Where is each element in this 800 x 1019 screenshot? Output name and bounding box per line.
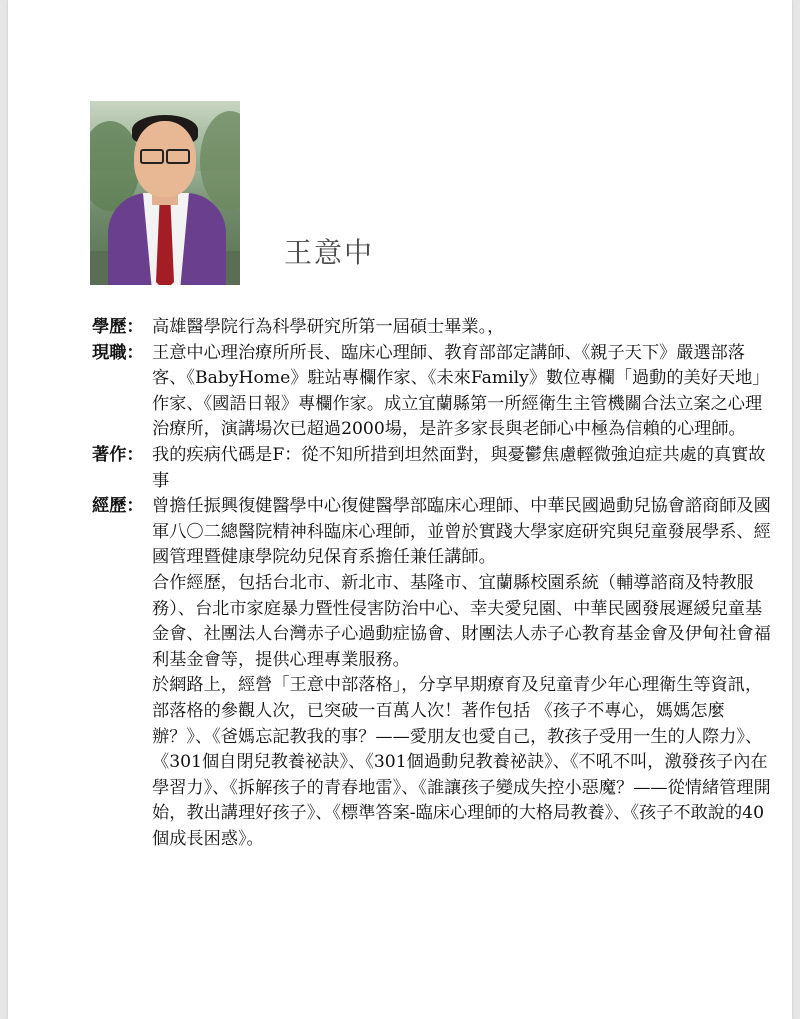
entry-text — [152, 443, 772, 494]
entry-current-position — [92, 341, 772, 443]
entry-label: 經歷： — [92, 496, 144, 517]
entry-text — [152, 315, 772, 341]
bio-content — [92, 315, 772, 852]
entry-label: 學歷： — [92, 317, 144, 337]
paragraph: 曾擔任振興復健醫學中心復健醫學部臨床心理師、中華民國過動兒協會諮商師及國軍八〇二總醫院精神科臨床心理師，並曾於實踐大學家庭研究與兒童發展學系、經國管理暨健康學院幼兒保育系擔任兼任講師。 — [152, 496, 771, 568]
paragraph: 高雄醫學院行為科學研究所第一屆碩士畢業。， — [152, 317, 505, 337]
entry-text — [152, 341, 772, 443]
document-page — [8, 0, 792, 1019]
paragraph: 合作經歷，包括台北市、新北市、基隆市、宜蘭縣校園系統（輔導諮商及特教服務）、台北市家庭暴力暨性侵害防治中心、幸夫愛兒園、中華民國發展遲緩兒童基金會、社團法人台灣赤子心過動症協會、財團法人赤子心教育基金會及伊甸社會福利基金會等，提供心理專業服務。 — [152, 572, 771, 670]
entry-publications — [92, 443, 772, 494]
paragraph: 王意中心理治療所所長、臨床心理師、教育部部定講師、《親子天下》嚴選部落客、《BabyHome》駐站專欄作家、《未來Family》數位專欄「過動的美好天地」作家、《國語日報》專欄作家。成立宜蘭縣第一所經衛生主管機關合法立案之心理治療所，演講場次已超過2000場，是許多家長與老師心中極為信賴的心理師。 — [152, 342, 770, 440]
paragraph: 我的疾病代碼是F：從不知所措到坦然面對，與憂鬱焦慮輕微強迫症共處的真實故事 — [152, 444, 766, 491]
author-name: 王意中 — [284, 236, 375, 269]
paragraph: 於網路上，經營「王意中部落格」，分享早期療育及兒童青少年心理衛生等資訊，部落格的參觀人次，已突破一百萬人次！著作包括 《孩子不專心，媽媽怎麼辦？》、《爸媽忘記教我的事？——愛朋友也愛自己，教孩子受用一生的人際力》、《301個自閉兒教養祕訣》、《301個過動兒教養祕訣》、《不吼不叫，激發孩子內在學習力》、《拆解孩子的青春地雷》、《誰讓孩子變成失控小惡魔？——從情緒管理開始，教出講理好孩子》、《標準答案-臨床心理師的大格局教養》、《孩子不敢說的40個成長困惑》。 — [152, 675, 771, 849]
entry-label: 現職： — [92, 342, 144, 363]
entry-education — [92, 315, 772, 341]
entry-text — [152, 494, 772, 852]
entry-label: 著作： — [92, 444, 144, 465]
entry-experience — [92, 494, 772, 852]
author-photo — [90, 101, 240, 285]
